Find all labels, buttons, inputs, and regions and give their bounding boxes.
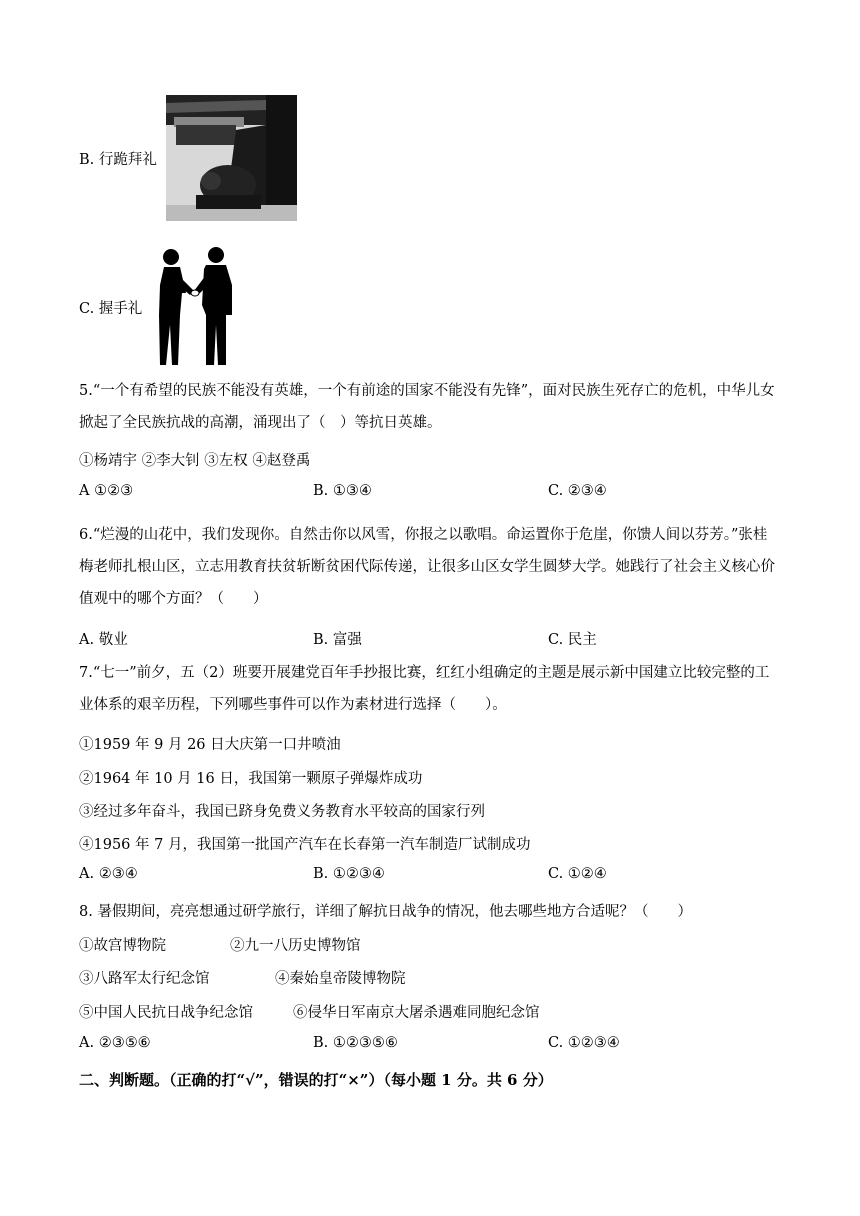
question-8-stem: 8. 暑假期间，亮亮想通过研学旅行，详细了解抗日战争的情况，他去哪些地方合适呢？（ ） bbox=[79, 904, 692, 920]
question-5-stem: 5.“一个有希望的民族不能没有英雄，一个有前途的国家不能没有先锋”，面对民族生死存亡的危机，中华儿女掀起了全民族抗战的高潮，涌现出了（ ）等抗日英雄。 bbox=[79, 383, 775, 431]
option-b-label: B. 行跪拜礼 bbox=[79, 152, 157, 168]
handshake-illustration bbox=[154, 245, 238, 368]
question-7-choice-a: A. ②③④ bbox=[79, 866, 138, 882]
question-7-item-3: ③经过多年奋斗，我国已跻身免费义务教育水平较高的国家行列 bbox=[79, 804, 485, 820]
question-8-choice-c: C. ①②③④ bbox=[548, 1035, 620, 1051]
question-8-item-1: ①故宫博物院 bbox=[79, 938, 166, 954]
question-7-item-1: ①1959 年 9 月 26 日大庆第一口井喷油 bbox=[79, 737, 341, 753]
question-6-stem: 6.“烂漫的山花中，我们发现你。自然击你以风雪，你报之以歌唱。命运置你于危崖，你馈人间以芬芳。”张桂梅老师扎根山区，立志用教育扶贫斩断贫困代际传递，让很多山区女学生圆梦大学。她践行了社会主义核心价值观中的哪个方面？（ ） bbox=[79, 527, 775, 607]
option-c-label: C. 握手礼 bbox=[79, 301, 143, 317]
question-8-item-4: ④秦始皇帝陵博物院 bbox=[275, 971, 406, 987]
question-6-choice-a: A. 敬业 bbox=[79, 632, 128, 648]
question-7-item-2: ②1964 年 10 月 16 日，我国第一颗原子弹爆炸成功 bbox=[79, 771, 423, 787]
question-5-choice-c: C. ②③④ bbox=[548, 483, 607, 499]
question-7-choice-c: C. ①②④ bbox=[548, 866, 607, 882]
question-8-item-2: ②九一八历史博物馆 bbox=[230, 938, 361, 954]
kneeling-bow-photo bbox=[166, 95, 297, 221]
question-5-items: ①杨靖宇 ②李大钊 ③左权 ④赵登禹 bbox=[79, 453, 311, 469]
question-5-choice-b: B. ①③④ bbox=[313, 483, 372, 499]
section-heading: 二、判断题。（正确的打“√”，错误的打“×”）（每小题 1 分。共 6 分） bbox=[79, 1071, 553, 1089]
question-8-choice-b: B. ①②③⑤⑥ bbox=[313, 1035, 398, 1051]
question-8-item-6: ⑥侵华日军南京大屠杀遇难同胞纪念馆 bbox=[293, 1005, 540, 1021]
question-8-item-5: ⑤中国人民抗日战争纪念馆 bbox=[79, 1005, 253, 1021]
question-6-choice-b: B. 富强 bbox=[313, 632, 362, 648]
question-8-choice-a: A. ②③⑤⑥ bbox=[79, 1035, 151, 1051]
question-7-stem: 7.“七一”前夕，五（2）班要开展建党百年手抄报比赛，红红小组确定的主题是展示新中国建立比较完整的工业体系的艰辛历程，下列哪些事件可以作为素材进行选择（ ）。 bbox=[79, 665, 770, 713]
question-5-choice-a: A ①②③ bbox=[79, 483, 134, 499]
question-8-item-3: ③八路军太行纪念馆 bbox=[79, 971, 210, 987]
question-6-choice-c: C. 民主 bbox=[548, 632, 597, 648]
question-7-choice-b: B. ①②③④ bbox=[313, 866, 385, 882]
question-7-item-4: ④1956 年 7 月，我国第一批国产汽车在长春第一汽车制造厂试制成功 bbox=[79, 837, 531, 853]
